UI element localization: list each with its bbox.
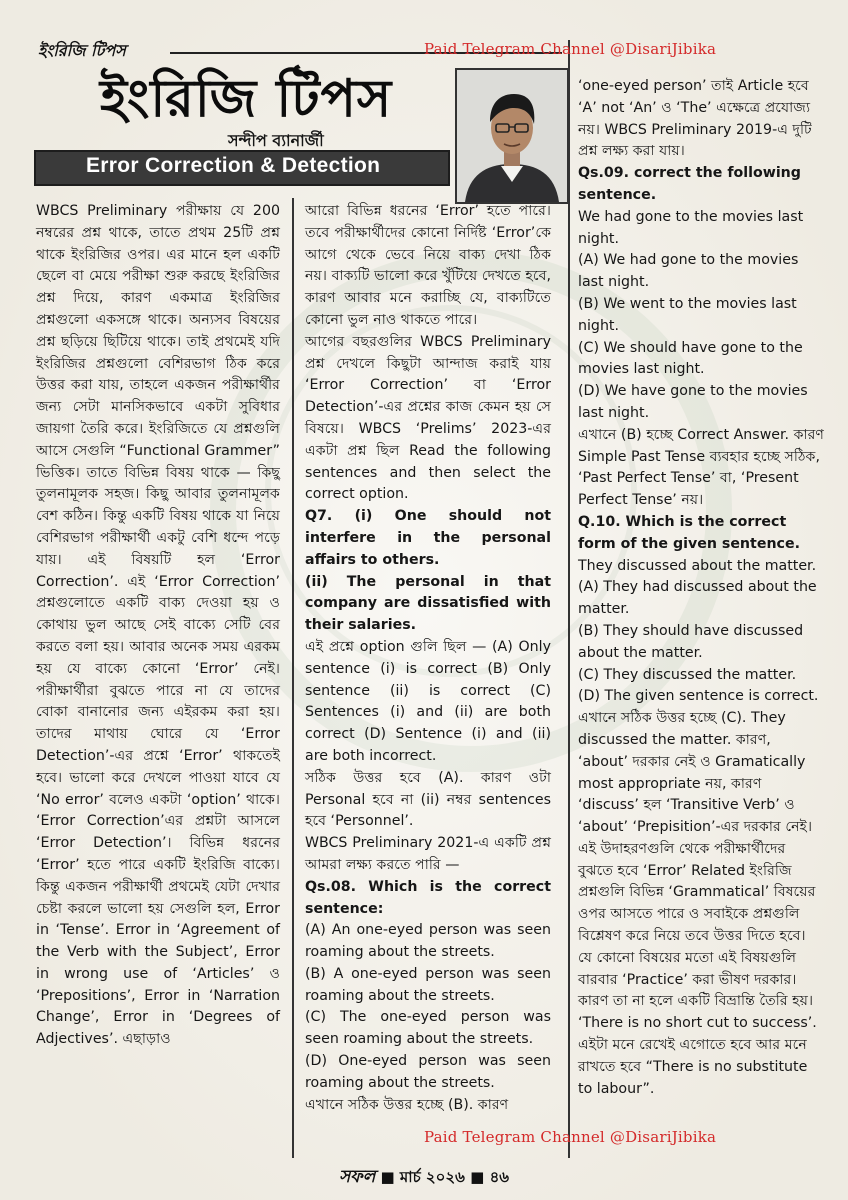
footer-separator: ■	[470, 1168, 490, 1186]
option: (B) They should have discussed about the matter.	[578, 622, 804, 661]
option: (C) They discussed the matter.	[578, 666, 797, 683]
page-number: ৪৬	[489, 1168, 510, 1186]
author-name: সন্দীপ ব্যানার্জী	[228, 131, 324, 150]
paragraph: WBCS Preliminary পরীক্ষায় যে 200 নম্বরের প্রশ্ন থাকে, তাতে প্রথম 25টি প্রশ্ন থাকে ইংরিজির ওপর। এর মানে হল একটি ছেলে বা মেয়ে পরীক্ষা শুরু করছে ইংরিজির প্রশ্ন দিয়ে, কারণ একমাত্র ইংরিজির প্রশ্নগুলো একসঙ্গে থাকে। অন্যসব বিষয়ের প্রশ্ন ছড়িয়ে ছিটিয়ে থাকে। তাই প্রথমেই যদি ইংরিজির প্রশ্নগুলো বেশিরভাগ ঠিক করে উত্তর করা যায়, তাহলে একজন পরীক্ষার্থীর জন্য সেটা মানসিকভাবে একটা সুবিধার জায়গা তৈরি করে। ইংরিজিতে যে প্রশ্নগুলি আসে সেগুলি “Functional Grammer” ভিত্তিক। তাতে বিভিন্ন বিষয় থাকে — কিছু তুলনামূলক সহজ। কিছু আবার তুলনামূলক বেশ কঠিন। কিন্তু একটি বিষয় থাকে যা নিয়ে বেশিরভাগ পরীক্ষার্থী একটু বেশি ধন্দে পড়ে যায়। এই বিষয়টি হল ‘Error Correction’. এই ‘Error Correction’ প্রশ্নগুলোতে একটি বাক্য দেওয়া হয় ও কোথায় ভুল আছে সেই বাক্যে সেটি বের করতে বলা হয়। আবার অনেক সময় এরকম হয় যে বাক্যে কোনো ‘Error’ নেই। পরীক্ষার্থীরা বুঝতে পারে না যে তাদের বোকা বানানোর জন্য এইরকম করা হয়। তাদের মাথায় ঘোরে যে ‘Error Detection’-এর প্রশ্নে ‘Error’ থাকতেই হবে। ভালো করে দেখলে পাওয়া যাবে যে ‘No error’ বলেও একটা ‘option’ থাকে। ‘Error Correction’এর প্রশ্নটা আসলে ‘Error Detection’। বিভিন্ন ধরনের ‘Error’ হতে পারে একটি ইংরিজি বাক্যে। কিন্তু একজন পরীক্ষার্থী প্রথমেই যেটা দেখার চেষ্টা করলে ভালো হয় সেগুলি হল, Error in ‘Tense’. Error in ‘Agreement of the Verb with the Subject’, Error in wrong use of ‘Articles’ ও ‘Prepositions’, Error in ‘Narration Change’, Error in ‘Degrees of Adjectives’. এছাড়াও	[36, 203, 280, 1048]
question-sentence: We had gone to the movies last night.	[578, 208, 804, 247]
paragraph: এখানে সঠিক উত্তর হচ্ছে (B). কারণ	[305, 1096, 509, 1113]
paragraph: WBCS Preliminary 2021-এ একটি প্রশ্ন আমরা লক্ষ্য করতে পারি —	[305, 835, 551, 873]
question-q7-part2: (ii) The personal in that company are dissatisfied with their salaries.	[305, 573, 551, 634]
paragraph: এই প্রশ্নে option গুলি ছিল — (A) Only sentence (i) is correct (B) Only sentence (ii) is correct (C) Sentences (i) and (ii) are both correct (D) Sentence (i) and (ii) are both incorrect.	[305, 638, 551, 764]
section-tag: ইংরিজি টিপস	[38, 41, 126, 60]
paragraph: এখানে সঠিক উত্তর হচ্ছে (C). They discussed the matter. কারণ, ‘about’ দরকার নেই ও Gramatically most appropriate নয়, কারণ ‘discuss’ হল ‘Transitive Verb’ ও ‘about’ ‘Prepisition’-এর দরকার নেই।	[578, 710, 813, 836]
option: (C) The one-eyed person was seen roaming about the streets.	[305, 1009, 551, 1048]
option: (B) A one-eyed person was seen roaming about the streets.	[305, 965, 551, 1004]
option: (A) We had gone to the movies last night.	[578, 252, 799, 291]
option: (A) An one-eyed person was seen roaming about the streets.	[305, 922, 551, 961]
option: (B) We went to the movies last night.	[578, 295, 797, 334]
column-divider-left	[292, 198, 294, 1158]
paragraph: আরো বিভিন্ন ধরনের ‘Error’ হতে পারে। তবে পরীক্ষার্থীদের কোনো নির্দিষ্ট ‘Error’কে আগে থেকে ভেবে নিয়ে বাক্য দেখা ঠিক নয়। বাক্যটি ভালো করে খুঁটিয়ে দেখতে হবে, কারণ আবার মনে করাচ্ছি যে, বাক্যটিতে কোনো ভুল নাও থাকতে পারে।	[305, 203, 551, 328]
question-q7: Q7. (i) One should not interfere in the personal affairs to others.	[305, 508, 551, 568]
column-divider-right	[568, 40, 570, 1158]
magazine-logo: সফল	[338, 1167, 376, 1187]
option: (D) One-eyed person was seen roaming about the streets.	[305, 1053, 551, 1091]
question-q9: Qs.09. correct the following sentence.	[578, 165, 801, 203]
option: (D) We have gone to the movies last night.	[578, 383, 808, 421]
option: (C) We should have gone to the movies last night.	[578, 339, 803, 378]
paragraph: আগের বছরগুলির WBCS Preliminary প্রশ্ন দেখলে কিছুটা আন্দাজ করাই যায় ‘Error Correction’ বা ‘Error Detection’-এর প্রশ্নের কাজ কেমন হয় সে বিষয়ে। WBCS ‘Prelims’ 2023-এর একটা প্রশ্ন ছিল Read the following sentences and then select the correct option.	[305, 333, 551, 503]
paragraph: সঠিক উত্তর হবে (A). কারণ ওটা Personal হবে না (ii) নম্বর sentences হবে ‘Personnel’.	[305, 769, 551, 830]
page-footer	[0, 1164, 848, 1192]
article-column-3	[578, 76, 824, 1100]
telegram-watermark-top: Paid Telegram Channel @DisariJibika	[424, 40, 717, 58]
option: (A) They had discussed about the matter.	[578, 579, 817, 618]
telegram-watermark-bottom: Paid Telegram Channel @DisariJibika	[424, 1128, 717, 1146]
topic-ribbon	[34, 150, 450, 186]
article-column-1	[36, 201, 280, 1051]
question-q10: Q.10. Which is the correct form of the given sentence.	[578, 513, 800, 552]
page-title: ইংরিজি টিপস	[100, 69, 393, 129]
question-sentence: They discussed about the matter.	[578, 557, 817, 574]
paragraph: এই উদাহরণগুলি থেকে পরীক্ষার্থীদের বুঝতে হবে ‘Error’ Related ইংরিজি প্রশ্নগুলি বিভিন্ন ‘Grammatical’ বিষয়ের ওপর আসতে পারে ও সবাইকে প্রশ্নগুলি বিশ্লেষণ করে নিয়ে তবে উত্তর দিতে হবে। যে কোনো বিষয়ের মতো এই বিষয়গুলি বারবার ‘Practice’ করা ভীষণ দরকার। কারণ তা না হলে একটি বিভ্রান্তি তৈরি হয়। ‘There is no short cut to success’. এইটা মনে রেখেই এগোতে হবে আর মনে রাখতে হবে “There is no substitute to labour”.	[578, 840, 817, 1097]
article-column-2	[305, 201, 551, 1116]
footer-separator: ■	[380, 1168, 400, 1186]
issue-month: মার্চ ২০২৬	[399, 1168, 465, 1186]
paragraph: এখানে (B) হচ্ছে Correct Answer. কারণ Simple Past Tense ব্যবহার হচ্ছে সঠিক, ‘Past Perfect Tense’ বা, ‘Present Perfect Tense’ নয়।	[578, 426, 824, 509]
question-q8: Qs.08. Which is the correct sentence:	[305, 878, 551, 917]
option: (D) The given sentence is correct.	[578, 688, 819, 705]
paragraph: ‘one-eyed person’ তাই Article হবে ‘A’ not ‘An’ ও ‘The’ এক্ষেত্রে প্রযোজ্য নয়। WBCS Preliminary 2019-এ দুটি প্রশ্ন লক্ষ্য করা যায়।	[578, 78, 812, 160]
author-photo	[455, 68, 569, 204]
topic-ribbon-text: Error Correction & Detection	[86, 154, 381, 177]
